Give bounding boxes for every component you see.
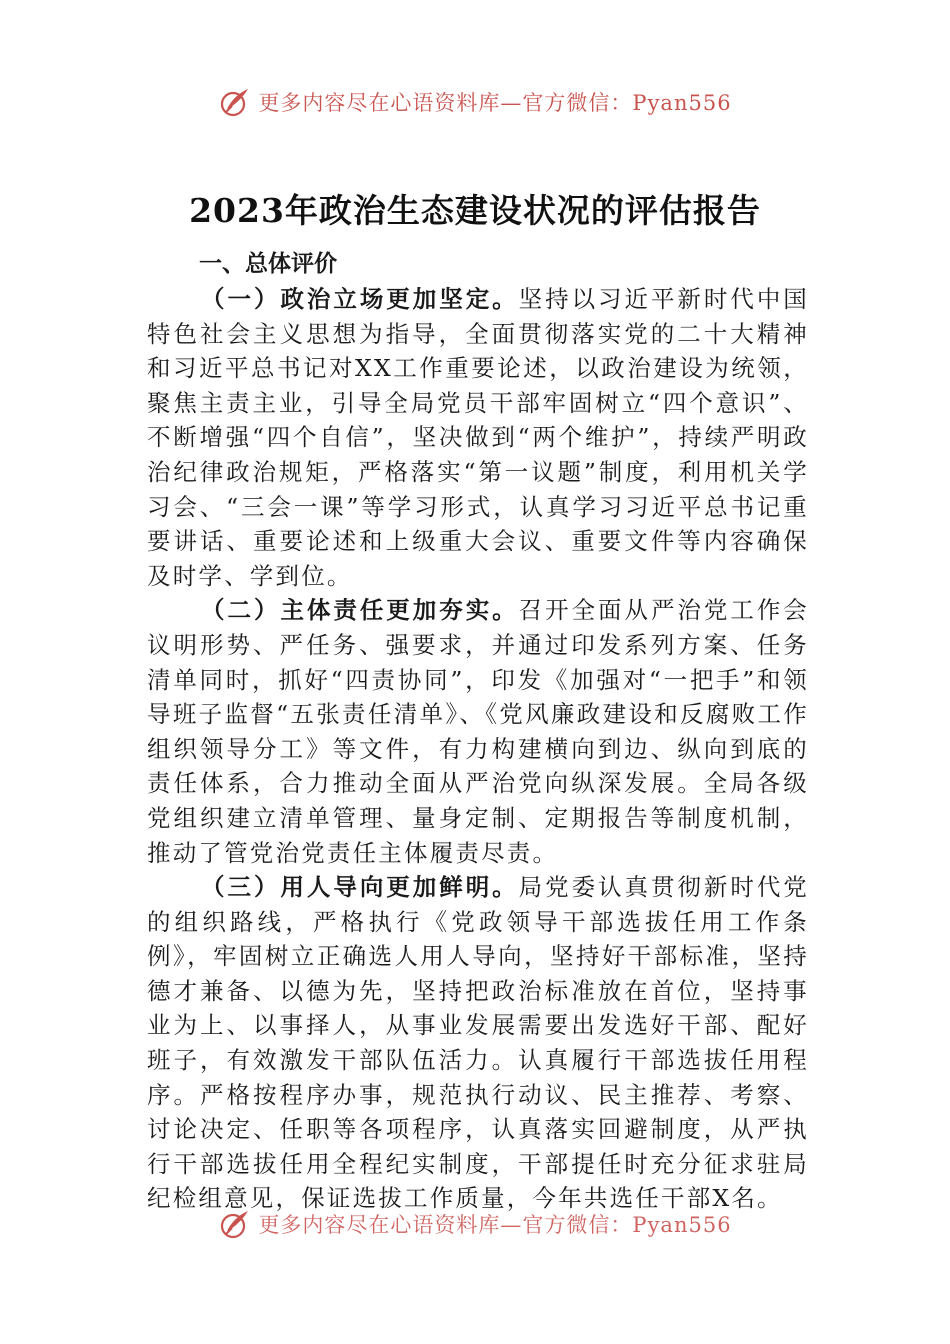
paragraph-lead: （二）主体责任更加夯实。 xyxy=(201,596,519,625)
document-body xyxy=(147,247,809,1216)
watermark-banner-top xyxy=(0,82,950,122)
section-heading: 一、总体评价 xyxy=(199,251,337,277)
paragraph-body: 召开全面从严治党工作会议明形势、严任务、强要求，并通过印发系列方案、任务清单同时，抓好“四责协同”，印发《加强对“一把手”和领导班子监督“五张责任清单》、《党风廉政建设和反腐败工作组织领导分工》等文件，有力构建横向到边、纵向到底的责任体系，合力推动全面从严治党向纵深发展。全局各级党组织建立清单管理、量身定制、定期报告等制度机制，推动了管党治党责任主体履责尽责。 xyxy=(147,596,809,867)
paragraph-body: 坚持以习近平新时代中国特色社会主义思想为指导，全面贯彻落实党的二十大精神和习近平总书记对XX工作重要论述，以政治建设为统领，聚焦主责主业，引导全局党员干部牢固树立“四个意识”、不断增强“四个自信”，坚决做到“两个维护”，持续严明政治纪律政治规矩，严格落实“第一议题”制度，利用机关学习会、“三会一课”等学习形式，认真学习习近平总书记重要讲话、重要论述和上级重大会议、重要文件等内容确保及时学、学到位。 xyxy=(147,285,809,590)
watermark-text: 更多内容尽在心语资料库—官方微信：Pyan556 xyxy=(258,91,732,115)
paragraph-lead: （三）用人导向更加鲜明。 xyxy=(201,873,519,902)
paragraph-3 xyxy=(147,870,809,1216)
feather-pen-logo-icon xyxy=(218,1207,252,1241)
paragraph-2 xyxy=(147,593,809,870)
paragraph-lead: （一）政治立场更加坚定。 xyxy=(201,285,519,313)
feather-pen-logo-icon xyxy=(218,85,252,119)
watermark-banner-bottom xyxy=(0,1204,950,1244)
watermark-text: 更多内容尽在心语资料库—官方微信：Pyan556 xyxy=(258,1213,732,1237)
paragraph-body: 局党委认真贯彻新时代党的组织路线，严格执行《党政领导干部选拔任用工作条例》，牢固树立正确选人用人导向，坚持好干部标准，坚持德才兼备、以德为先，坚持把政治标准放在首位，坚持事业为上、以事择人，从事业发展需要出发选好干部、配好班子，有效激发干部队伍活力。认真履行干部选拔任用程序。严格按程序办事，规范执行动议、民主推荐、考察、讨论决定、任职等各项程序，认真落实回避制度，从严执行干部选拔任用全程纪实制度，干部提任时充分征求驻局纪检组意见，保证选拔工作质量，今年共选任干部X名。 xyxy=(147,873,809,1213)
document-title: 2023年政治生态建设状况的评估报告 xyxy=(189,191,761,230)
paragraph-1 xyxy=(147,282,809,593)
